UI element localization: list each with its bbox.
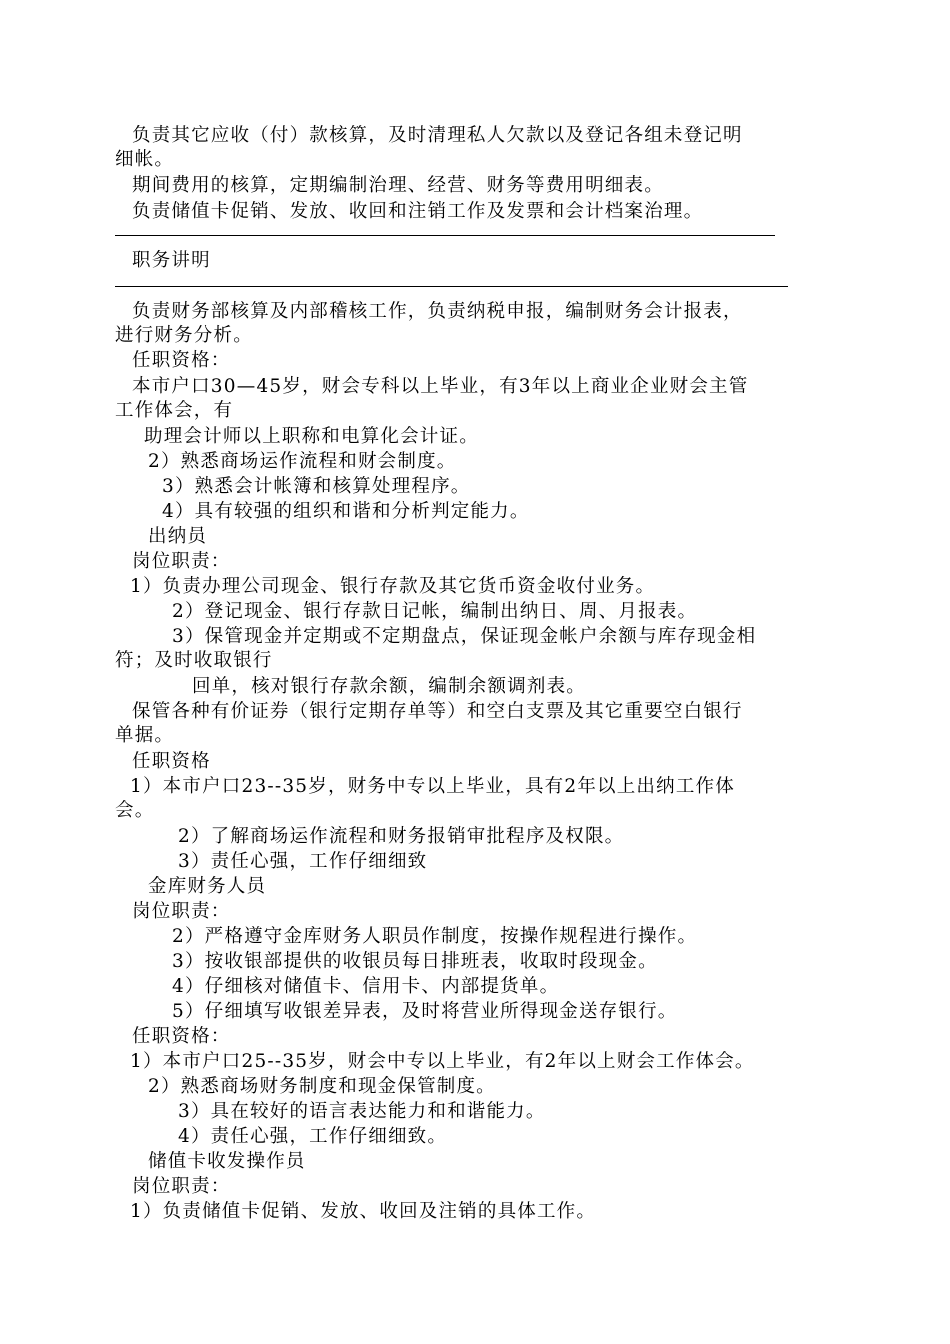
text-line: 回单，核对银行存款余额，编制余额调剂表。 — [192, 676, 587, 697]
text-line: 负责其它应收（付）款核算，及时清理私人欠款以及登记各组未登记明 — [132, 125, 743, 146]
text-line: 1）负责办理公司现金、银行存款及其它货币资金收付业务。 — [130, 576, 656, 597]
section-heading: 职务讲明 — [132, 250, 211, 271]
divider-line — [115, 286, 788, 287]
text-line: 3）具在较好的语言表达能力和和谐能力。 — [178, 1101, 546, 1122]
text-line: 5）仔细填写收银差异表，及时将营业所得现金送存银行。 — [172, 1001, 678, 1022]
text-line: 4）具有较强的组织和谐和分析判定能力。 — [162, 501, 530, 522]
text-line: 本市户口30—45岁，财会专科以上毕业，有3年以上商业企业财会主管 — [132, 376, 749, 397]
text-line: 期间费用的核算，定期编制治理、经营、财务等费用明细表。 — [132, 175, 664, 196]
text-line: 4）责任心强，工作仔细细致。 — [178, 1126, 448, 1147]
text-line: 4）仔细核对储值卡、信用卡、内部提货单。 — [172, 976, 560, 997]
text-line: 1）负责储值卡促销、发放、收回及注销的具体工作。 — [130, 1201, 597, 1222]
text-line: 保管各种有价证券（银行定期存单等）和空白支票及其它重要空白银行 — [132, 701, 743, 722]
text-line: 符；及时收取银行 — [115, 650, 273, 671]
text-line: 单据。 — [115, 725, 175, 746]
text-line: 会。 — [115, 800, 155, 821]
text-line: 负责财务部核算及内部稽核工作，负责纳税申报，编制财务会计报表， — [132, 301, 743, 322]
text-line: 岗位职责： — [132, 551, 231, 572]
text-line: 工作体会，有 — [115, 400, 234, 421]
text-line: 2）了解商场运作流程和财务报销审批程序及权限。 — [178, 826, 625, 847]
text-line: 岗位职责： — [132, 901, 231, 922]
text-line: 3）熟悉会计帐簿和核算处理程序。 — [162, 476, 471, 497]
text-line: 3）责任心强，工作仔细细致 — [178, 851, 428, 872]
text-line: 1）本市户口25--35岁，财会中专以上毕业，有2年以上财会工作体会。 — [130, 1051, 755, 1072]
text-line: 2）登记现金、银行存款日记帐，编制出纳日、周、月报表。 — [172, 601, 698, 622]
text-line: 2）熟悉商场财务制度和现金保管制度。 — [148, 1076, 496, 1097]
text-line: 任职资格 — [132, 751, 211, 772]
text-line: 细帐。 — [115, 149, 175, 170]
text-line: 助理会计师以上职称和电算化会计证。 — [144, 426, 479, 447]
text-line: 1）本市户口23--35岁，财务中专以上毕业，具有2年以上出纳工作体 — [130, 776, 735, 797]
text-line: 进行财务分析。 — [115, 325, 253, 346]
text-line: 任职资格： — [132, 350, 231, 371]
text-line: 任职资格： — [132, 1026, 231, 1047]
section-heading: 出纳员 — [148, 526, 208, 547]
section-heading: 储值卡收发操作员 — [148, 1151, 306, 1172]
text-line: 岗位职责： — [132, 1176, 231, 1197]
text-line: 3）按收银部提供的收银员每日排班表，收取时段现金。 — [172, 951, 658, 972]
text-line: 3）保管现金并定期或不定期盘点，保证现金帐户余额与库存现金相 — [172, 626, 757, 647]
text-line: 负责储值卡促销、发放、收回和注销工作及发票和会计档案治理。 — [132, 201, 704, 222]
section-heading: 金库财务人员 — [148, 876, 267, 897]
text-line: 2）严格遵守金库财务人职员作制度，按操作规程进行操作。 — [172, 926, 698, 947]
text-line: 2）熟悉商场运作流程和财会制度。 — [148, 451, 457, 472]
divider-line — [115, 235, 775, 236]
